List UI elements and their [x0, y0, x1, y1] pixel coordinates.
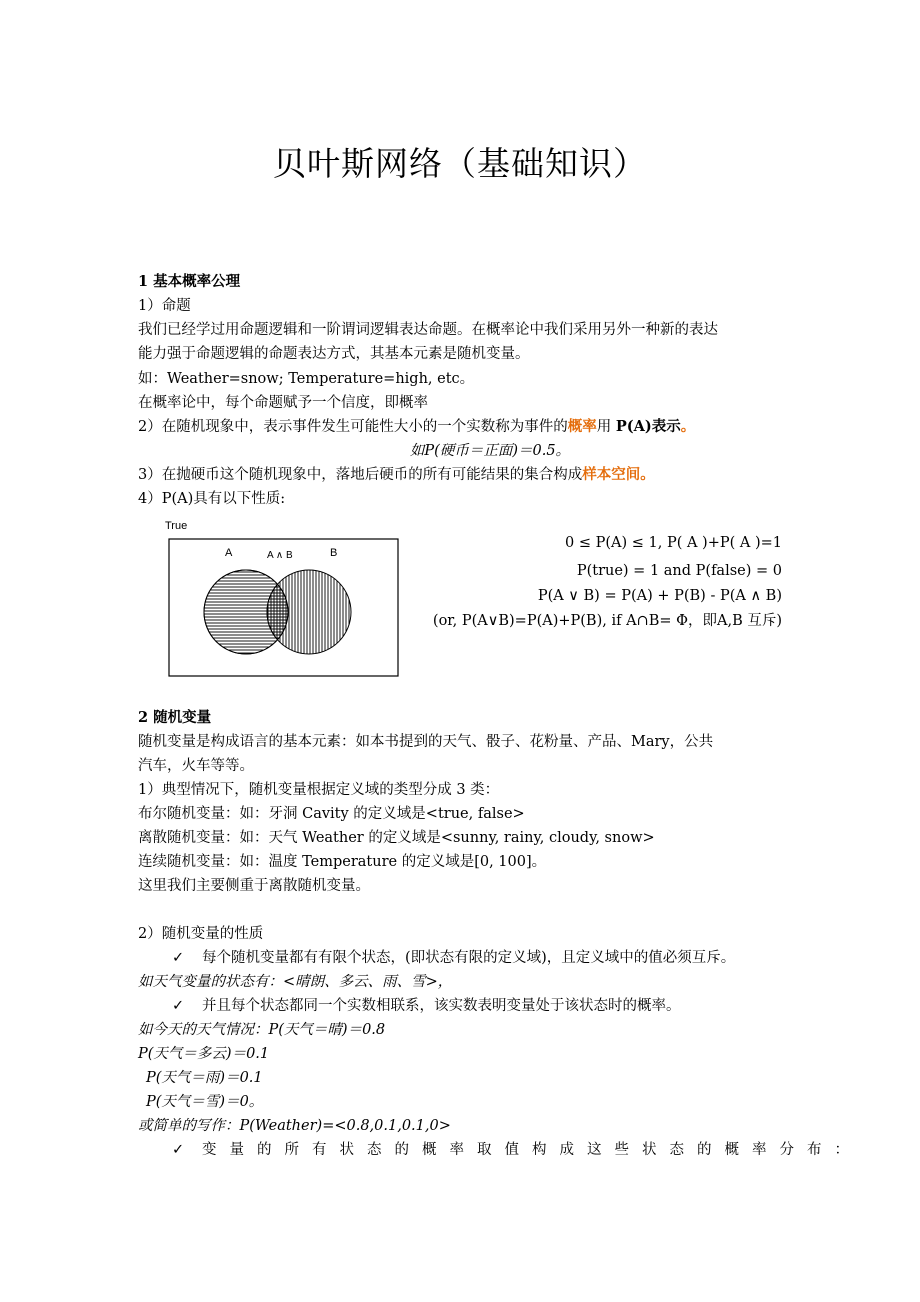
s1-item-3-highlight: 样本空间	[582, 466, 641, 483]
s1-item-2-mid: 用	[596, 419, 616, 435]
venn-label-ab: A ∧ B	[267, 550, 293, 561]
s1-paragraph-1d: 在概率论中，每个命题赋予一个信度，即概率	[138, 395, 428, 411]
section-2-heading: 2 随机变量	[138, 709, 212, 726]
s1-item-2	[138, 417, 695, 437]
s2-continuous-var: 连续随机变量：如：温度 Temperature 的定义域是[0, 100]。	[138, 854, 547, 870]
s2-example-5: P(天气＝雪)＝0。	[146, 1094, 264, 1110]
s2-check-2-text: 并且每个状态都同一个实数相联系，该实数表明变量处于该状态时的概率。	[202, 998, 681, 1014]
section-1-heading: 1 基本概率公理	[138, 273, 241, 290]
s2-check-3	[172, 1140, 862, 1160]
s1-item-2-bold: P(A)表示	[615, 418, 681, 435]
check-icon: ✓	[172, 1142, 185, 1158]
venn-true-label: True	[165, 520, 188, 532]
s2-example-2: 如今天的天气情况：P(天气＝晴)＝0.8	[138, 1022, 386, 1038]
s2-boolean-var: 布尔随机变量：如：牙洞 Cavity 的定义域是<true, false>	[138, 806, 525, 822]
s1-paragraph-1b: 能力强于命题逻辑的命题表达方式，其基本元素是随机变量。	[138, 346, 530, 362]
s2-check-1	[172, 948, 735, 968]
formula-3: P(A ∨ B) = P(A) + P(B) - P(A ∧ B)	[537, 588, 782, 604]
s1-item-4: 4）P(A)具有以下性质:	[138, 491, 286, 507]
formula-4: (or, P(A∨B)=P(A)+P(B), if A∩B= Φ，即A,B 互斥)	[432, 613, 782, 629]
s2-discrete-var: 离散随机变量：如：天气 Weather 的定义域是<sunny, rainy, cloudy, snow>	[138, 830, 655, 846]
s1-paragraph-1c: 如：Weather=snow; Temperature=high, etc。	[138, 371, 475, 387]
check-icon: ✓	[172, 998, 185, 1014]
s1-item-2-end: 。	[680, 418, 696, 435]
s1-paragraph-1a: 我们已经学过用命题逻辑和一阶谓词逻辑表达命题。在概率论中我们采用另外一种新的表达	[138, 322, 718, 338]
s2-paragraph-1b: 汽车，火车等等。	[138, 758, 254, 774]
s1-item-2-text: 2）在随机现象中，表示事件发生可能性大小的一个实数称为事件的	[138, 419, 568, 435]
s1-item-1: 1）命题	[138, 298, 191, 314]
s2-example-1: 如天气变量的状态有：<晴朗、多云、雨、雪>，	[138, 974, 453, 990]
s1-example: 如P(硬币＝正面)＝0.5。	[409, 443, 571, 459]
check-icon: ✓	[172, 950, 185, 966]
s2-example-3: P(天气＝多云)＝0.1	[138, 1046, 270, 1062]
venn-label-b: B	[330, 547, 338, 559]
s2-check-3-text: 变量的所有状态的概率取值构成这些状态的概率分布：	[202, 1142, 862, 1158]
formula-1: 0 ≤ P(A) ≤ 1, P( A )+P( A )=1	[565, 535, 782, 551]
page-title: 贝叶斯网络（基础知识）	[273, 144, 647, 183]
s2-paragraph-2: 1）典型情况下，随机变量根据定义域的类型分成 3 类：	[138, 782, 500, 798]
venn-label-a: A	[225, 547, 233, 559]
s2-properties-heading: 2）随机变量的性质	[138, 926, 264, 942]
s2-check-1-text: 每个随机变量都有有限个状态，(即状态有限的定义域)，且定义域中的值必须互斥。	[202, 950, 736, 966]
s2-example-6: 或简单的写作：P(Weather)=<0.8,0.1,0.1,0>	[138, 1118, 451, 1134]
s2-paragraph-1a: 随机变量是构成语言的基本元素：如本书提到的天气、骰子、花粉量、产品、Mary，公共	[138, 734, 714, 750]
s1-item-3	[138, 465, 655, 485]
s2-example-4: P(天气＝雨)＝0.1	[146, 1070, 263, 1086]
s2-check-2	[172, 996, 681, 1016]
s1-item-2-highlight: 概率	[567, 418, 597, 435]
s2-focus-note: 这里我们主要侧重于离散随机变量。	[138, 878, 370, 894]
s1-item-3-text: 3）在抛硬币这个随机现象中，落地后硬币的所有可能结果的集合构成	[138, 467, 583, 483]
venn-diagram	[168, 538, 400, 678]
s1-item-3-end: 。	[640, 466, 655, 483]
formula-2: P(true) = 1 and P(false) = 0	[576, 563, 782, 579]
